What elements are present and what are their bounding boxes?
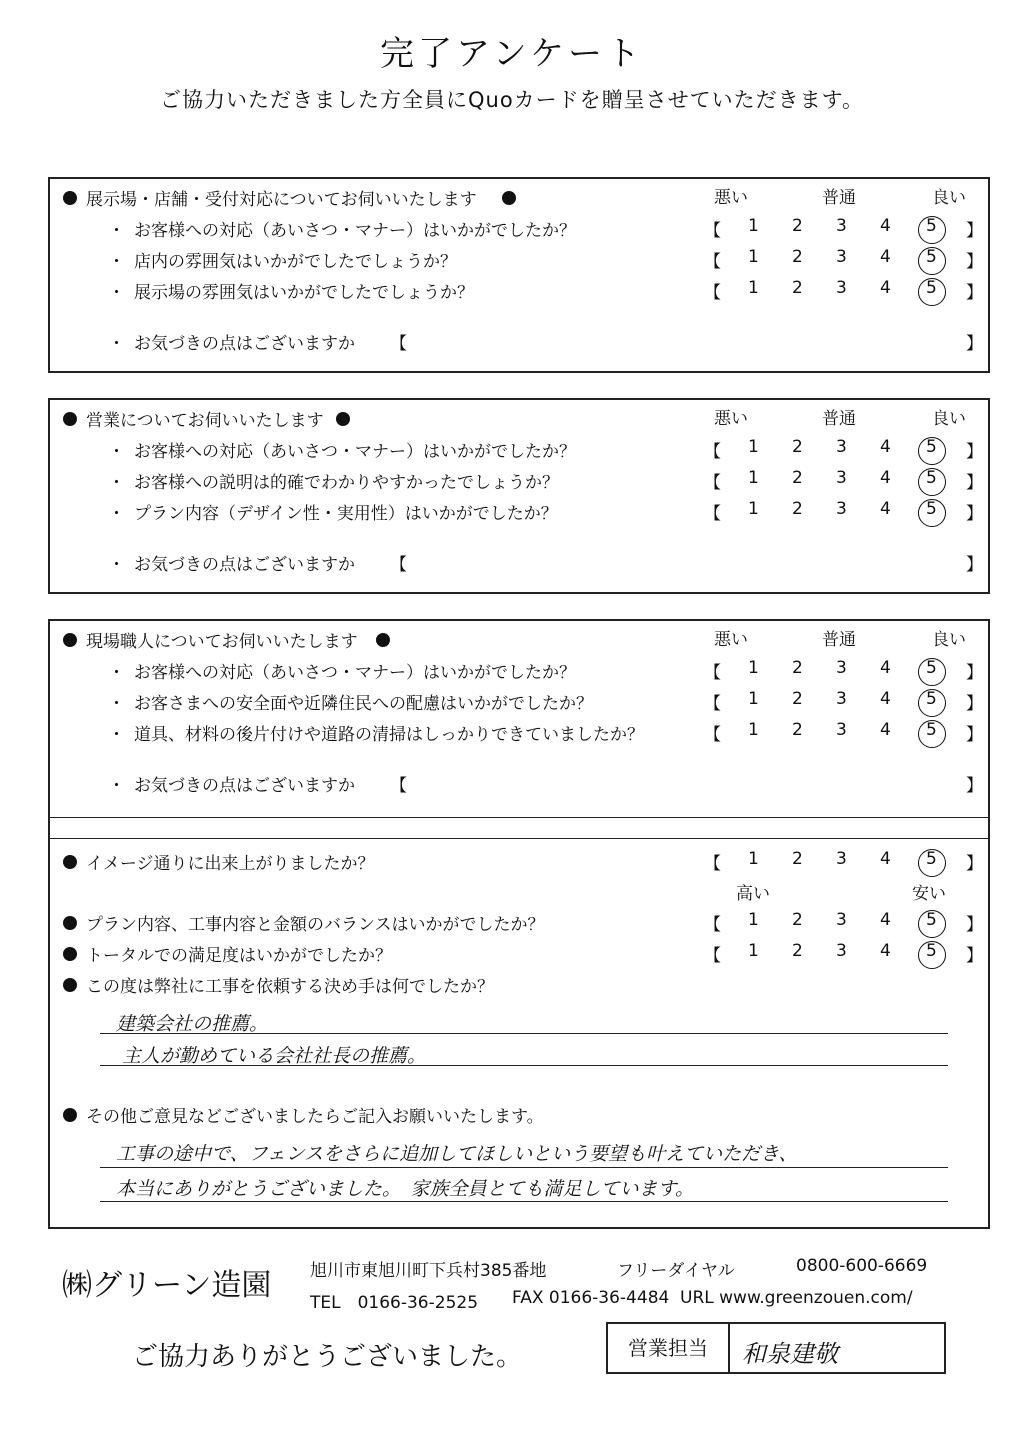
- question-text: プラン内容、工事内容と金額のバランスはいかがでしたか？: [86, 915, 545, 935]
- section-heading: 営業についてお伺いいたします: [86, 411, 324, 431]
- rating-option[interactable]: 4: [880, 216, 891, 236]
- question-text: お客さまへの安全面や近隣住民への配慮はいかがでしたか？: [134, 694, 593, 714]
- scale-label-good: 良い: [932, 409, 966, 429]
- scale-label-normal: 普通: [822, 630, 856, 650]
- section-divider: [50, 838, 988, 839]
- handwritten-answer: 建築会社の推薦。: [116, 1013, 269, 1035]
- rating-scale[interactable]: 【 1 2 3 4 5 】: [704, 216, 974, 244]
- question-text: 展示場の雰囲気はいかがでしたでしょうか？: [134, 283, 474, 303]
- handwritten-answer: 工事の途中で、フェンスをさらに追加してほしいという要望も叶えていただき、: [116, 1143, 798, 1165]
- scale-label-high: 高い: [736, 884, 770, 904]
- question-text: お客様への対応（あいさつ・マナー）はいかがでしたか？: [134, 221, 576, 241]
- rating-scale[interactable]: 【 1 2 3 4 5 】: [704, 941, 974, 969]
- company-address: 旭川市東旭川町下兵村385番地: [310, 1261, 547, 1281]
- section-sales: 営業についてお伺いいたします 悪い 普通 良い ・ お客様への対応（あいさつ・マナー）はいかがでしたか？ 【 1 2 3 4 5 】 ・ お客様への説明は的確でわかりやすかったでしょうか？ 【 1 2 3 4 5 】 ・ プラン内容（デザイン性・実用性）はいかがでしたか？ 【 1 2 3 4 5 】 ・ お気づきの点はございますか 【 】: [48, 398, 990, 594]
- handwritten-answer: 本当にありがとうございました。 家族全員とても満足しています。: [116, 1178, 694, 1200]
- tel-number: TEL 0166-36-2525: [310, 1293, 479, 1313]
- scale-label-normal: 普通: [822, 409, 856, 429]
- question-text: その他ご意見などございましたらご記入お願いいたします。: [86, 1107, 544, 1127]
- bullet-dot-icon: [63, 916, 77, 930]
- question-text: 道具、材料の後片付けや道路の清掃はしっかりできていましたか？: [134, 725, 644, 745]
- question-text: 店内の雰囲気はいかがでしたでしょうか？: [134, 252, 457, 272]
- question-text: この度は弊社に工事を依頼する決め手は何でしたか？: [86, 977, 494, 997]
- rating-option[interactable]: 3: [836, 216, 847, 236]
- comment-field-close: 】: [966, 776, 983, 796]
- bullet-dot-icon: [63, 978, 77, 992]
- question-text: お客様への対応（あいさつ・マナー）はいかがでしたか？: [134, 442, 576, 462]
- sales-staff-box: [606, 1322, 946, 1374]
- bullet-dot-icon: [63, 855, 77, 869]
- bullet-dot-icon: [63, 191, 77, 205]
- bullet-dot-icon: [63, 633, 77, 647]
- scale-label-bad: 悪い: [714, 630, 748, 650]
- page-subtitle: ご協力いただきました方全員にQuoカードを贈呈させていただきます。: [159, 88, 864, 112]
- comment-field-open[interactable]: 【: [390, 776, 407, 796]
- freedial-number: 0800-600-6669: [796, 1256, 928, 1276]
- rating-scale[interactable]: 【 1 2 3 4 5 】: [704, 910, 974, 938]
- section-craftsmen: 現場職人についてお伺いいたします 悪い 普通 良い ・ お客様への対応（あいさつ・マナー）はいかがでしたか？ 【 1 2 3 4 5 】 ・ お客さまへの安全面や近隣住民への配慮はいかがでしたか？ 【 1 2 3 4 5 】 ・ 道具、材料の後片付けや道路の清掃はしっかりできていましたか？ 【 1 2 3 4 5 】 ・ お気づきの点はございますか 【 】 イメージ通りに出来上がりましたか？ 【 1 2 3 4 5 】 高い 安い プラン内容、工事内容と金額のバランスはいかがでしたか？ 【 1 2 3 4 5 】 トータルでの満足度はいかがでしたか？ 【 1 2 3 4 5 】 この度は弊社に工事を依頼する決め手は何でしたか？ 建築会社の推薦。 主人が勤めている会社社長の推薦。 その他ご意見などございましたらご記入お願いいたします。 工事の途中で、フェンスをさらに追加してほしいという要望も叶えていただき、 本当にありがとうございました。 家族全員とても満足しています。: [48, 619, 990, 1229]
- rating-scale[interactable]: 【 1 2 3 4 5 】: [704, 247, 974, 275]
- comment-label: お気づきの点はございますか: [134, 334, 355, 354]
- comment-field-open[interactable]: 【: [390, 555, 407, 575]
- rating-scale[interactable]: 【 1 2 3 4 5 】: [704, 720, 974, 748]
- scale-label-bad: 悪い: [714, 409, 748, 429]
- answer-line: [100, 1167, 948, 1168]
- question-text: お客様への対応（あいさつ・マナー）はいかがでしたか？: [134, 663, 576, 683]
- bullet-dot-icon: [502, 191, 516, 205]
- rating-scale[interactable]: 【 1 2 3 4 5 】: [704, 278, 974, 306]
- rating-scale[interactable]: 【 1 2 3 4 5 】: [704, 658, 974, 686]
- comment-field-close: 】: [966, 555, 983, 575]
- section-heading: 現場職人についてお伺いいたします: [86, 632, 358, 652]
- rating-scale[interactable]: 【 1 2 3 4 5 】: [704, 468, 974, 496]
- question-text: トータルでの満足度はいかがでしたか？: [86, 946, 392, 966]
- freedial-label: フリーダイヤル: [617, 1261, 735, 1281]
- rating-scale[interactable]: 【 1 2 3 4 5 】: [704, 849, 974, 877]
- rating-scale[interactable]: 【 1 2 3 4 5 】: [704, 437, 974, 465]
- bullet-dot-icon: [336, 412, 350, 426]
- scale-label-good: 良い: [932, 188, 966, 208]
- website-url[interactable]: URL www.greenzouen.com/: [680, 1288, 913, 1308]
- answer-line: [100, 1033, 948, 1034]
- answer-line: [100, 1201, 948, 1202]
- scale-label-normal: 普通: [822, 188, 856, 208]
- question-text: プラン内容（デザイン性・実用性）はいかがでしたか？: [134, 504, 558, 524]
- comment-label: お気づきの点はございますか: [134, 776, 355, 796]
- question-text: お客様への説明は的確でわかりやすかったでしょうか？: [134, 473, 559, 493]
- question-text: イメージ通りに出来上がりましたか？: [86, 854, 375, 874]
- section-heading: 展示場・店舗・受付対応についてお伺いいたします: [86, 190, 477, 210]
- section-divider: [50, 817, 988, 818]
- sales-staff-name: 和泉建敬: [742, 1340, 838, 1368]
- scale-label-good: 良い: [932, 630, 966, 650]
- comment-label: お気づきの点はございますか: [134, 555, 355, 575]
- bullet-dot-icon: [63, 1108, 77, 1122]
- sales-staff-label: 営業担当: [608, 1324, 730, 1372]
- rating-option[interactable]: 1: [748, 216, 759, 236]
- bullet-dot-icon: [63, 412, 77, 426]
- page-title: 完了アンケート: [380, 34, 644, 74]
- comment-field-open[interactable]: 【: [390, 334, 407, 354]
- bullet-dot-icon: [63, 947, 77, 961]
- rating-scale[interactable]: 【 1 2 3 4 5 】: [704, 689, 974, 717]
- answer-line: [100, 1065, 948, 1066]
- company-logo: ㈱グリーン造園: [62, 1268, 272, 1303]
- section-reception: 展示場・店舗・受付対応についてお伺いいたします 悪い 普通 良い ・ お客様への対応（あいさつ・マナー）はいかがでしたか？ 【 1 2 3 4 5 】 ・ 店内の雰囲気はいかがでしたでしょうか？ 【 1 2 3 4 5 】 ・ 展示場の雰囲気はいかがでしたでしょうか？ 【 1 2 3 4 5 】 ・ お気づきの点はございますか 【 】: [48, 177, 990, 373]
- scale-label-bad: 悪い: [714, 188, 748, 208]
- fax-number: FAX 0166-36-4484: [512, 1288, 670, 1308]
- thanks-message: ご協力ありがとうございました。: [132, 1342, 523, 1372]
- scale-label-cheap: 安い: [912, 884, 946, 904]
- handwritten-answer: 主人が勤めている会社社長の推薦。: [122, 1045, 427, 1067]
- comment-field-close: 】: [966, 334, 983, 354]
- rating-option[interactable]: 2: [792, 216, 803, 236]
- rating-scale[interactable]: 【 1 2 3 4 5 】: [704, 499, 974, 527]
- bullet-dot-icon: [376, 633, 390, 647]
